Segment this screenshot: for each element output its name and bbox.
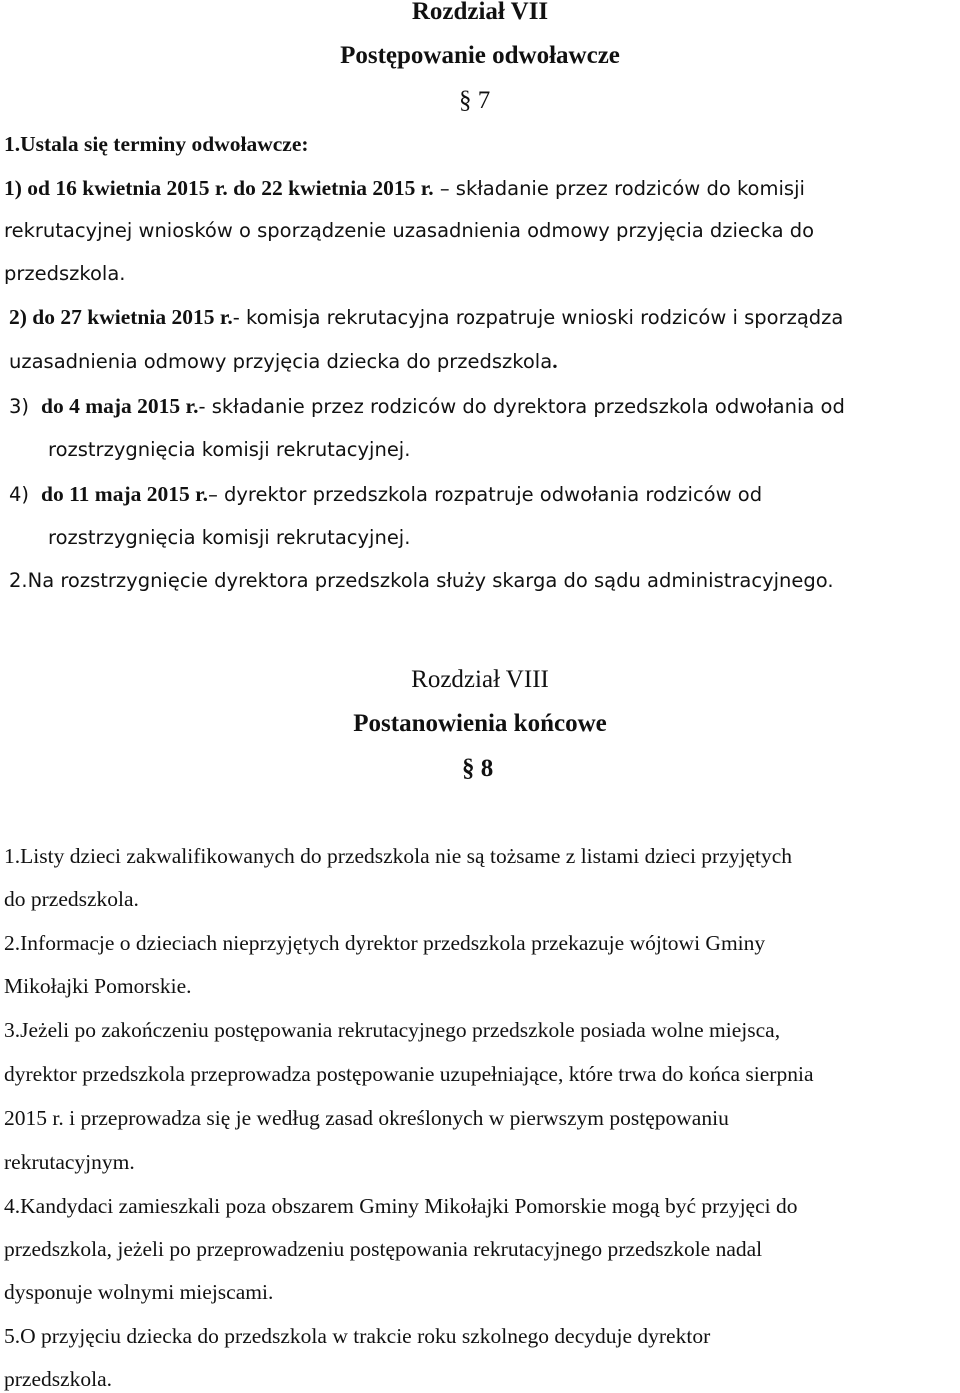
paragraph-2: 2.Na rozstrzygnięcie dyrektora przedszkola służy skarga do sądu administracyjnego. bbox=[9, 569, 834, 592]
paragraph-2: 2.Informacje o dzieciach nieprzyjętych dyrektor przedszkola przekazuje wójtowi Gminy bbox=[4, 931, 766, 955]
item-date: do 4 maja 2015 r. bbox=[41, 394, 199, 418]
section-sign: § bbox=[462, 755, 475, 782]
section-heading bbox=[462, 754, 493, 784]
intro-text: 1.Ustala się terminy odwoławcze: bbox=[4, 132, 309, 156]
paragraph-5: 5.O przyjęciu dziecka do przedszkola w trakcie roku szkolnego decyduje dyrektor bbox=[4, 1324, 711, 1348]
list-item-2 bbox=[9, 304, 843, 331]
item-period: . bbox=[552, 349, 558, 373]
paragraph-1: 1.Listy dzieci zakwalifikowanych do przedszkola nie są tożsame z listami dzieci przyjętych bbox=[4, 844, 793, 868]
item-date: 1) od 16 kwietnia 2015 r. do 22 kwietnia 2015 r. bbox=[4, 176, 434, 200]
chapter-title: Rozdział VIII bbox=[411, 666, 549, 693]
paragraph-4: 4.Kandydaci zamieszkali poza obszarem Gminy Mikołajki Pomorskie mogą być przyjęci do bbox=[4, 1194, 798, 1218]
paragraph-5-continued: przedszkola. bbox=[4, 1367, 113, 1391]
chapter-subtitle: Postępowanie odwoławcze bbox=[340, 42, 620, 69]
item-text-continued bbox=[9, 348, 558, 375]
chapter-title: Rozdział VII bbox=[411, 0, 549, 25]
paragraph-3: 3.Jeżeli po zakończeniu postępowania rekrutacyjnego przedszkole posiada wolne miejsca, bbox=[4, 1018, 781, 1042]
section-number: 7 bbox=[477, 87, 491, 114]
item-date: do 11 maja 2015 r. bbox=[41, 482, 209, 506]
list-item-1 bbox=[4, 175, 805, 202]
paragraph-2-continued: Mikołajki Pomorskie. bbox=[4, 974, 192, 998]
paragraph-3-continued: dyrektor przedszkola przeprowadza postępowanie uzupełniające, które trwa do końca sierpnia bbox=[4, 1062, 814, 1086]
paragraph-3-continued: rekrutacyjnym. bbox=[4, 1150, 135, 1174]
paragraph-1-continued: do przedszkola. bbox=[4, 887, 139, 911]
item-text: - składanie przez rodziców do dyrektora przedszkola odwołania od bbox=[198, 395, 845, 418]
item-date: 2) do 27 kwietnia 2015 r. bbox=[9, 305, 233, 329]
list-item-4 bbox=[9, 481, 762, 508]
paragraph-3-continued: 2015 r. i przeprowadza się je według zasad określonych w pierwszym postępowaniu bbox=[4, 1106, 729, 1130]
section-heading bbox=[459, 86, 490, 116]
paragraph-4-continued: dysponuje wolnymi miejscami. bbox=[4, 1280, 274, 1304]
list-item-3 bbox=[9, 393, 845, 420]
item-text-continued: przedszkola. bbox=[4, 262, 126, 285]
item-text-continued: rekrutacyjnej wniosków o sporządzenie uzasadnienia odmowy przyjęcia dziecka do bbox=[4, 219, 815, 242]
item-text: - komisja rekrutacyjna rozpatruje wnioski rodziców i sporządza bbox=[232, 306, 844, 329]
section-number: 8 bbox=[480, 755, 494, 782]
item-text-continued: rozstrzygnięcia komisji rekrutacyjnej. bbox=[48, 526, 411, 549]
item-number: 4) bbox=[9, 483, 30, 506]
paragraph-4-continued: przedszkola, jeżeli po przeprowadzeniu postępowania rekrutacyjnego przedszkole nadal bbox=[4, 1237, 763, 1261]
item-text: – dyrektor przedszkola rozpatruje odwołania rodziców od bbox=[208, 483, 763, 506]
item-text-continued: rozstrzygnięcia komisji rekrutacyjnej. bbox=[48, 438, 411, 461]
item-text: – składanie przez rodziców do komisji bbox=[433, 177, 805, 200]
section-sign: § bbox=[459, 87, 472, 114]
chapter-subtitle: Postanowienia końcowe bbox=[353, 710, 607, 737]
item-number: 3) bbox=[9, 395, 30, 418]
item-text: uzasadnienia odmowy przyjęcia dziecka do przedszkola bbox=[9, 350, 553, 373]
